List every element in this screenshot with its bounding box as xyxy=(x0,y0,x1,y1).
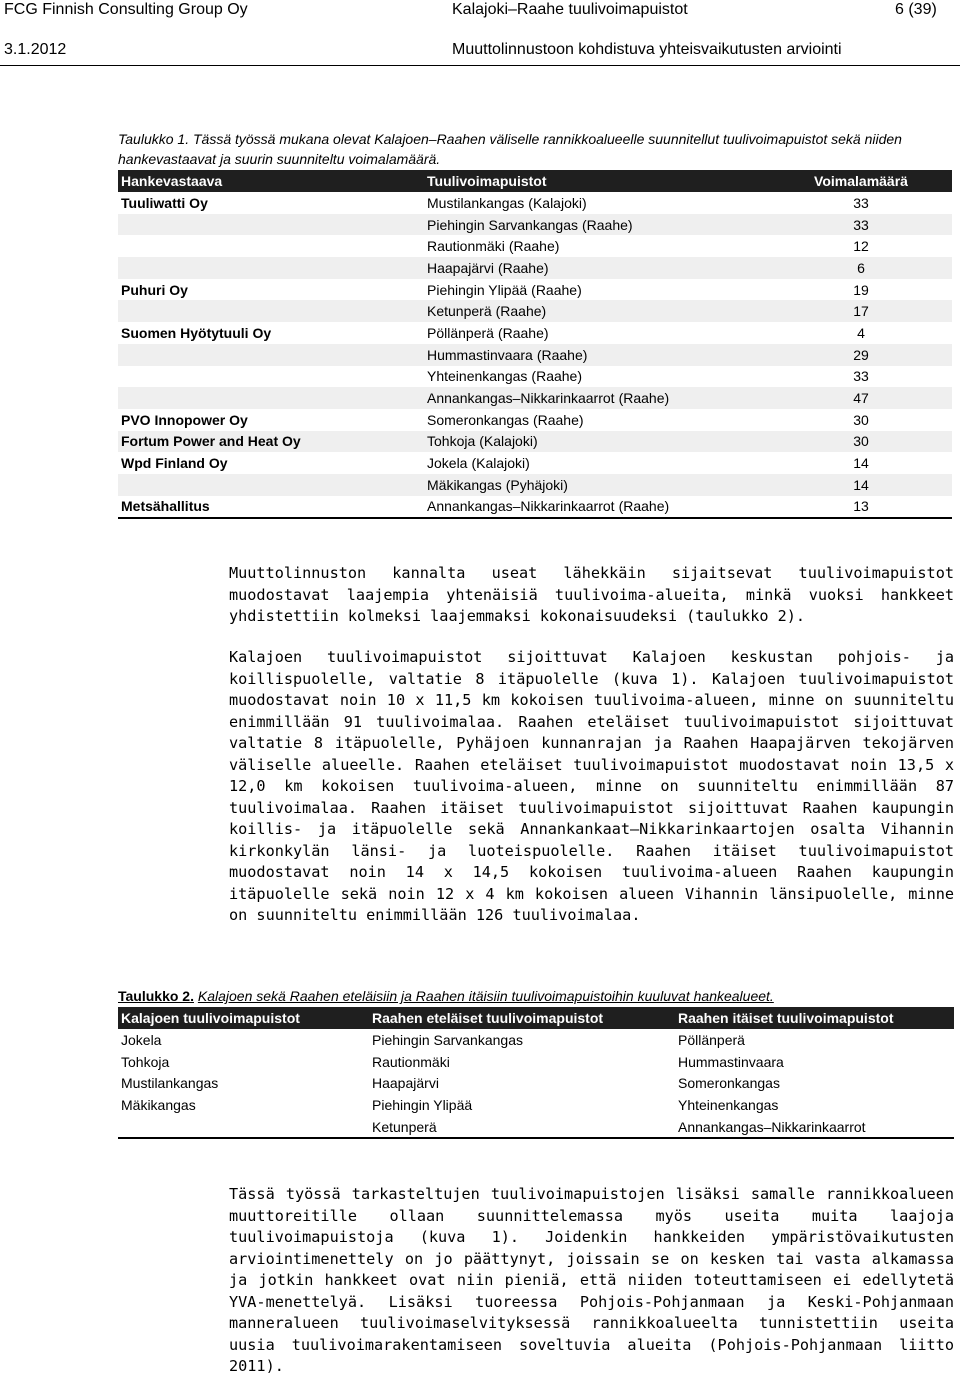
table2-cell: Someronkangas xyxy=(678,1075,780,1092)
owner-cell xyxy=(118,474,424,496)
count-cell: 30 xyxy=(787,431,952,453)
header-subtitle: Muuttolinnustoon kohdistuva yhteisvaikutusten arviointi xyxy=(452,41,842,58)
table1-header-row xyxy=(118,170,952,192)
table2-cell: Rautionmäki xyxy=(372,1053,450,1070)
owner-cell xyxy=(118,235,424,257)
table1-caption xyxy=(118,129,954,169)
park-name: Rautionmäki xyxy=(427,238,505,255)
paragraph-3: Tässä työssä tarkasteltujen tuulivoimapuistojen lisäksi samalle rannikkoalueen muuttoreitille ollaan suunnittelemassa myös useita muita laajoja tuulivoimapuistoja (kuva 1). Joidenkin hankkeiden ympäristövaikutusten arviointimenettely on jo päättynyt, joissain se on kesken tai vasta alkamassa ja jotkin hankkeet ovat niin pieniä, että niiden toteuttamiseen ei edellytetä YVA-menettelyä. Lisäksi tuoreessa Pohjois-Pohjanmaan ja Keski-Pohjanmaan manneralueen tuulivoimaselvityksessä rannikkoalueelta tunnistettiin useita uusia tuulivoimarakentamiseen soveltuvia alueita (Pohjois-Pohjanmaan liitto 2011). xyxy=(229,1185,954,1375)
table2-caption xyxy=(118,986,774,1006)
table-row xyxy=(118,431,952,453)
table-row xyxy=(118,452,952,474)
owner-cell: Metsähallitus xyxy=(118,496,424,519)
park-name: Tohkoja xyxy=(427,433,476,450)
header-company: FCG Finnish Consulting Group Oy xyxy=(4,1,248,18)
park-name: Someronkangas xyxy=(427,411,529,428)
table-row xyxy=(118,214,952,236)
table-row xyxy=(118,409,952,431)
table-row xyxy=(118,1116,954,1139)
park-cell xyxy=(424,496,787,519)
park-cell xyxy=(424,300,787,322)
owner-cell xyxy=(118,300,424,322)
table2-cell: Tohkoja xyxy=(121,1053,170,1070)
owner-cell xyxy=(118,366,424,388)
table-row xyxy=(118,1094,954,1116)
owner-cell: Puhuri Oy xyxy=(121,281,188,298)
table-row xyxy=(118,257,952,279)
park-name: Haapajärvi xyxy=(427,259,494,276)
owner-cell: PVO Innopower Oy xyxy=(121,411,248,428)
park-place: (Raahe) xyxy=(536,346,588,363)
park-place: (Kalajoki) xyxy=(479,433,538,450)
table-row xyxy=(118,1029,954,1051)
count-cell: 33 xyxy=(853,194,869,211)
park-place: (Pyhäjoki) xyxy=(505,476,568,493)
table1-body xyxy=(118,192,952,518)
count-cell: 14 xyxy=(787,474,952,496)
table-row xyxy=(118,344,952,366)
count-cell: 33 xyxy=(787,214,952,236)
table2-cell: Jokela xyxy=(121,1031,162,1048)
park-name: Jokela xyxy=(427,455,468,472)
table2-body xyxy=(118,1029,954,1138)
table2-cell: Piehingin Ylipää xyxy=(372,1096,473,1113)
table2-header-row xyxy=(118,1007,954,1029)
count-cell: 14 xyxy=(853,455,869,472)
park-name: Piehingin Ylipää xyxy=(427,281,528,298)
count-cell: 6 xyxy=(787,257,952,279)
table2-header-raahe-south: Raahen eteläiset tuulivoimapuistot xyxy=(369,1007,675,1029)
park-name: Hummastinvaara xyxy=(427,346,533,363)
count-cell: 19 xyxy=(853,281,869,298)
table2-header-kalajoki: Kalajoen tuulivoimapuistot xyxy=(118,1007,369,1029)
table2-cell: Mäkikangas xyxy=(121,1096,196,1113)
table2-cell: Pöllänperä xyxy=(678,1031,745,1048)
table1-header-count: Voimalamäärä xyxy=(787,170,952,192)
table1-caption-label: Taulukko 1. xyxy=(118,131,190,147)
owner-cell xyxy=(118,387,424,409)
owner-cell: Tuuliwatti Oy xyxy=(121,194,208,211)
header-page: 6 (39) xyxy=(895,1,937,18)
park-cell xyxy=(424,257,787,279)
table-row xyxy=(118,366,952,388)
table-row xyxy=(118,322,952,344)
table-row xyxy=(118,1051,954,1073)
table-row xyxy=(118,279,952,301)
park-cell xyxy=(424,366,787,388)
park-cell xyxy=(424,344,787,366)
park-cell xyxy=(424,452,787,474)
owner-cell: Suomen Hyötytuuli Oy xyxy=(121,324,272,341)
table2-cell: Piehingin Sarvankangas xyxy=(372,1031,523,1048)
park-name: Mäkikangas xyxy=(427,476,502,493)
table-row xyxy=(118,474,952,496)
table2-cell xyxy=(118,1116,369,1139)
park-place: (Raahe) xyxy=(495,303,547,320)
owner-cell xyxy=(118,214,424,236)
table2-cell: Yhteinenkangas xyxy=(678,1096,779,1113)
table-row xyxy=(118,1072,954,1094)
park-name: Piehingin Sarvankangas xyxy=(427,216,578,233)
park-cell xyxy=(424,387,787,409)
table2-header-raahe-east: Raahen itäiset tuulivoimapuistot xyxy=(675,1007,954,1029)
park-cell xyxy=(424,431,787,453)
table2-caption-label: Taulukko 2. xyxy=(118,988,194,1004)
park-place: (Raahe) xyxy=(582,216,633,233)
table-row xyxy=(118,235,952,257)
header-project: Kalajoki–Raahe tuulivoimapuistot xyxy=(452,1,688,18)
owner-cell: Wpd Finland Oy xyxy=(121,455,228,472)
table1-caption-text: Tässä työssä mukana olevat Kalajoen–Raahen väliselle rannikkoalueelle suunnitellut tuulivoimapuistot sekä niiden hankevastaavat ja suurin suunniteltu voimalamäärä. xyxy=(118,131,902,167)
table1-header-park: Tuulivoimapuistot xyxy=(424,170,787,192)
park-name: Pöllänperä xyxy=(427,324,494,341)
park-place: (Raahe) xyxy=(508,238,560,255)
park-name: Yhteinenkangas xyxy=(427,368,528,385)
park-cell xyxy=(424,235,787,257)
park-place: (Raahe) xyxy=(618,390,670,407)
park-name: Annankangas–Nikkarinkaarrot xyxy=(427,390,615,407)
park-cell xyxy=(424,214,787,236)
park-name: Mustilankangas xyxy=(427,194,525,211)
park-cell xyxy=(424,409,787,431)
table2-cell: Mustilankangas xyxy=(121,1075,219,1092)
park-cell xyxy=(424,279,787,301)
owner-cell xyxy=(118,344,424,366)
count-cell: 12 xyxy=(853,238,869,255)
park-cell xyxy=(424,474,787,496)
paragraph-2: Kalajoen tuulivoimapuistot sijoittuvat Kalajoen keskustan pohjois- ja koillispuolelle, valtatie 8 itäpuolelle (kuva 1). Kalajoen tuulivoimapuistot muodostavat noin 10 x 11,5 km kokoisen tuulivoima-alueen, minne on suunniteltu enimmillään 91 tuulivoimalaa. Raahen eteläiset tuulivoimapuistot sijoittuvat valtatie 8 itäpuolelle, Pyhäjoen kunnanrajan ja Raahen Haapajärven tekojärven väliselle alueelle. Raahen eteläiset tuulivoimapuistot muodostavat noin 13,5 x 12,0 km kokoisen tuulivoima-alueen, minne on suunniteltu enimmillään 87 tuulivoimalaa. Raahen itäiset tuulivoimapuistot sijoittuvat Raahen kaupungin koillis- ja itäpuolelle sekä Annankankaat–Nikkarinkaartojen osalta Vihannin kirkonkylän länsi- ja luoteispuolelle. Raahen itäiset tuulivoimapuistot muodostavat noin 14 x 14,5 kokoisen tuulivoima-alueen Raahen kaupungin itäpuolelle sekä noin 12 x 4 km kokoisen alueen Vihannin länsipuolelle, minne on suunniteltu enimmillään 126 tuulivoimalaa. xyxy=(229,648,954,924)
count-cell: 13 xyxy=(787,496,952,519)
park-place: (Kalajoki) xyxy=(471,455,530,472)
table1 xyxy=(118,170,952,519)
park-cell xyxy=(424,192,787,214)
table-row xyxy=(118,300,952,322)
count-cell: 17 xyxy=(787,300,952,322)
table2-cell: Haapajärvi xyxy=(372,1075,439,1092)
park-place: (Raahe) xyxy=(497,324,549,341)
park-cell xyxy=(424,322,787,344)
owner-cell: Fortum Power and Heat Oy xyxy=(118,431,424,453)
park-place: (Raahe) xyxy=(531,368,583,385)
park-place: (Raahe) xyxy=(531,281,582,298)
table2 xyxy=(118,1007,954,1139)
park-place: (Raahe) xyxy=(618,498,670,515)
count-cell: 4 xyxy=(857,324,865,341)
table2-cell: Ketunperä xyxy=(369,1116,675,1139)
owner-cell xyxy=(118,257,424,279)
table2-cell: Annankangas–Nikkarinkaarrot xyxy=(675,1116,954,1139)
park-name: Annankangas–Nikkarinkaarrot xyxy=(427,498,615,515)
park-place: (Raahe) xyxy=(497,259,549,276)
table2-cell: Hummastinvaara xyxy=(678,1053,784,1070)
count-cell: 30 xyxy=(853,411,869,428)
table2-caption-text: Kalajoen sekä Raahen eteläisiin ja Raahen itäisiin tuulivoimapuistoihin kuuluvat hankealueet. xyxy=(197,988,774,1004)
header-rule xyxy=(0,65,960,66)
count-cell: 29 xyxy=(787,344,952,366)
count-cell: 33 xyxy=(853,368,869,385)
table-row xyxy=(118,192,952,214)
table-row xyxy=(118,496,952,519)
park-place: (Kalajoki) xyxy=(528,194,587,211)
table1-header-owner: Hankevastaava xyxy=(118,170,424,192)
header-date: 3.1.2012 xyxy=(4,41,67,58)
count-cell: 47 xyxy=(787,387,952,409)
paragraph-1: Muuttolinnuston kannalta useat lähekkäin sijaitsevat tuulivoimapuistot muodostavat laajempia yhtenäisiä tuulivoima-alueita, minkä vuoksi hankkeet yhdistettiin kolmeksi laajemmaksi kokonaisuudeksi (taulukko 2). xyxy=(229,564,954,625)
park-place: (Raahe) xyxy=(532,411,584,428)
table-row xyxy=(118,387,952,409)
park-name: Ketunperä xyxy=(427,303,492,320)
